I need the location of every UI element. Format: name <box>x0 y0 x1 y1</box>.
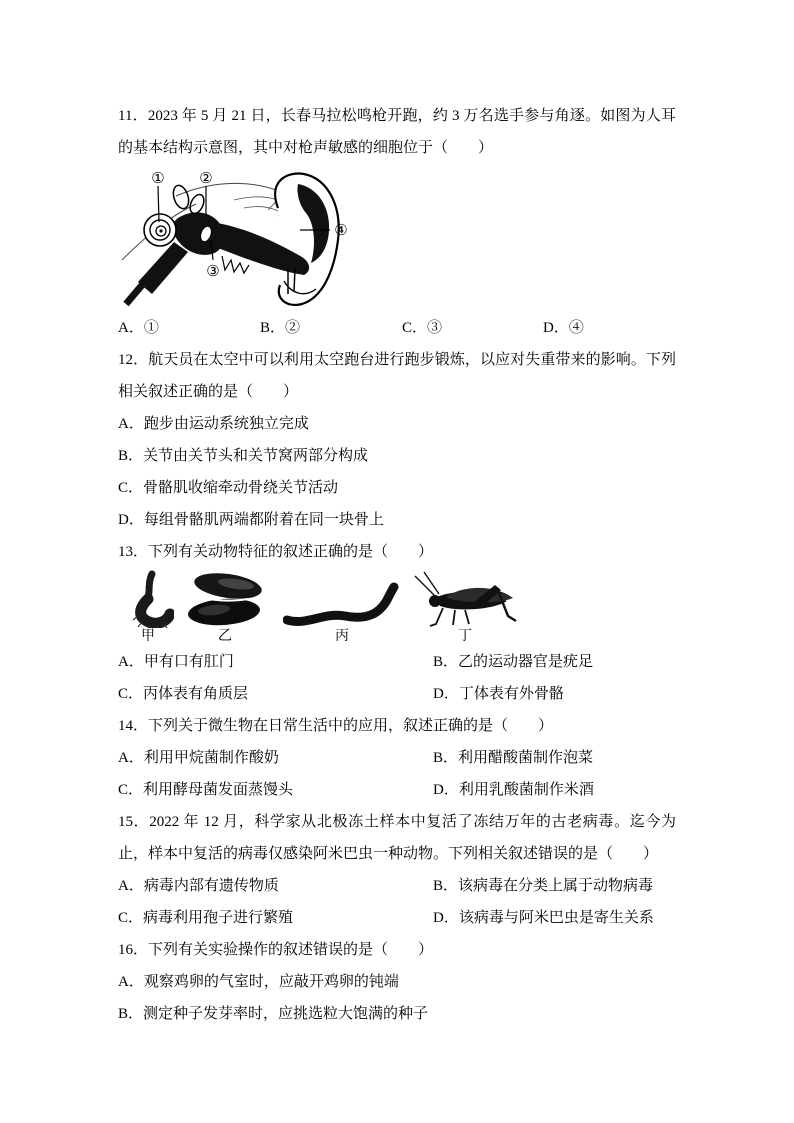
question-13 <box>118 536 676 710</box>
roundworm-body <box>287 587 394 622</box>
cochlea-center <box>159 229 162 232</box>
mussels-image <box>180 570 270 628</box>
question-16 <box>118 934 676 1030</box>
question-11-stem: 11．2023 年 5 月 21 日，长春马拉松鸣枪开跑，约 3 万名选手参与角逐。如图为人耳的基本结构示意图，其中对枪声敏感的细胞位于（ ） <box>118 108 676 156</box>
option-16-a: A．观察鸡卵的气室时，应敲开鸡卵的钝端 <box>118 974 399 990</box>
question-12-options <box>118 408 676 536</box>
ear-label-4: ④ <box>334 223 348 239</box>
ear-label-3: ③ <box>206 264 220 280</box>
option-11-d: D．④ <box>543 320 584 336</box>
option-15-c: C．病毒利用孢子进行繁殖 <box>118 910 294 926</box>
question-14-options <box>118 742 676 806</box>
grasshopper-hind-tibia <box>497 588 516 621</box>
option-14-d: D．利用乳酸菌制作米酒 <box>433 782 594 798</box>
option-12-d: D．每组骨骼肌两端都附着在同一块骨上 <box>118 512 384 528</box>
sandworm-body <box>141 599 170 623</box>
animal-yi-label: 乙 <box>218 629 232 644</box>
option-12-b: B．关节由关节头和关节窝两部分构成 <box>118 448 369 464</box>
ear-label-2: ② <box>199 171 213 187</box>
semicircular-canal <box>171 183 192 210</box>
animal-jia-label: 甲 <box>141 629 155 644</box>
question-14 <box>118 710 676 806</box>
option-12-a: A．跑步由运动系统独立完成 <box>118 416 309 432</box>
option-15-d: D．该病毒与阿米巴虫是寄生关系 <box>433 910 654 926</box>
question-13-stem: 13．下列有关动物特征的叙述正确的是（ ） <box>118 544 434 560</box>
grasshopper-image <box>413 570 517 628</box>
animal-bing-label: 丙 <box>335 629 349 644</box>
ear-structure-figure <box>118 164 676 312</box>
option-13-b: B．乙的运动器官是疣足 <box>433 654 594 670</box>
grasshopper-antennae <box>415 572 439 596</box>
option-11-c: C．③ <box>402 320 443 336</box>
question-12 <box>118 344 676 536</box>
bone-spikes <box>222 256 249 273</box>
semicircular-canal <box>187 192 206 215</box>
option-16-b: B．测定种子发芽率时，应挑选粒大饱满的种子 <box>118 1006 429 1022</box>
ear-diagram <box>118 164 396 312</box>
animal-bing <box>282 582 402 646</box>
question-16-stem: 16．下列有关实验操作的叙述错误的是（ ） <box>118 942 434 958</box>
auditory-nerve <box>126 278 148 304</box>
question-15-stem: 15．2022 年 12 月，科学家从北极冻土样本中复活了冻结万年的古老病毒。迄今为止，样本中复活的病毒仅感染阿米巴虫一种动物。下列相关叙述错误的是（ ） <box>118 814 676 862</box>
question-15 <box>118 806 676 934</box>
roundworm-tail <box>287 620 305 622</box>
option-11-a: A．① <box>118 320 159 336</box>
grasshopper-legs <box>430 608 469 626</box>
ear-label-1: ① <box>151 171 165 187</box>
question-14-stem: 14．下列关于微生物在日常生活中的应用，叙述正确的是（ ） <box>118 718 554 734</box>
question-13-options <box>118 646 676 710</box>
option-13-c: C．丙体表有角质层 <box>118 686 249 702</box>
option-14-a: A．利用甲烷菌制作酸奶 <box>118 750 279 766</box>
animal-yi <box>180 570 270 646</box>
skull-sketch-line <box>176 183 286 196</box>
option-14-b: B．利用醋酸菌制作泡菜 <box>433 750 594 766</box>
animal-jia <box>118 570 178 646</box>
option-14-c: C．利用酵母菌发面蒸馒头 <box>118 782 294 798</box>
sandworm-image <box>122 570 174 628</box>
option-11-b: B．② <box>260 320 301 336</box>
option-15-b: B．该病毒在分类上属于动物病毒 <box>433 878 654 894</box>
option-13-d: D．丁体表有外骨骼 <box>433 686 564 702</box>
question-11 <box>118 100 676 344</box>
option-13-a: A．甲有口有肛门 <box>118 654 234 670</box>
question-11-options <box>118 312 676 344</box>
option-12-c: C．骨骼肌收缩牵动骨绕关节活动 <box>118 480 339 496</box>
four-animals-figure <box>118 568 676 646</box>
animal-ding-label: 丁 <box>458 629 472 644</box>
question-16-options <box>118 966 676 1030</box>
question-12-stem: 12．航天员在太空中可以利用太空跑台进行跑步锻炼，以应对失重带来的影响。下列相关叙述正确的是（ ） <box>118 352 676 400</box>
roundworm-image <box>283 582 401 628</box>
option-15-a: A．病毒内部有遗传物质 <box>118 878 279 894</box>
question-15-options <box>118 870 676 934</box>
animal-ding <box>410 570 520 646</box>
